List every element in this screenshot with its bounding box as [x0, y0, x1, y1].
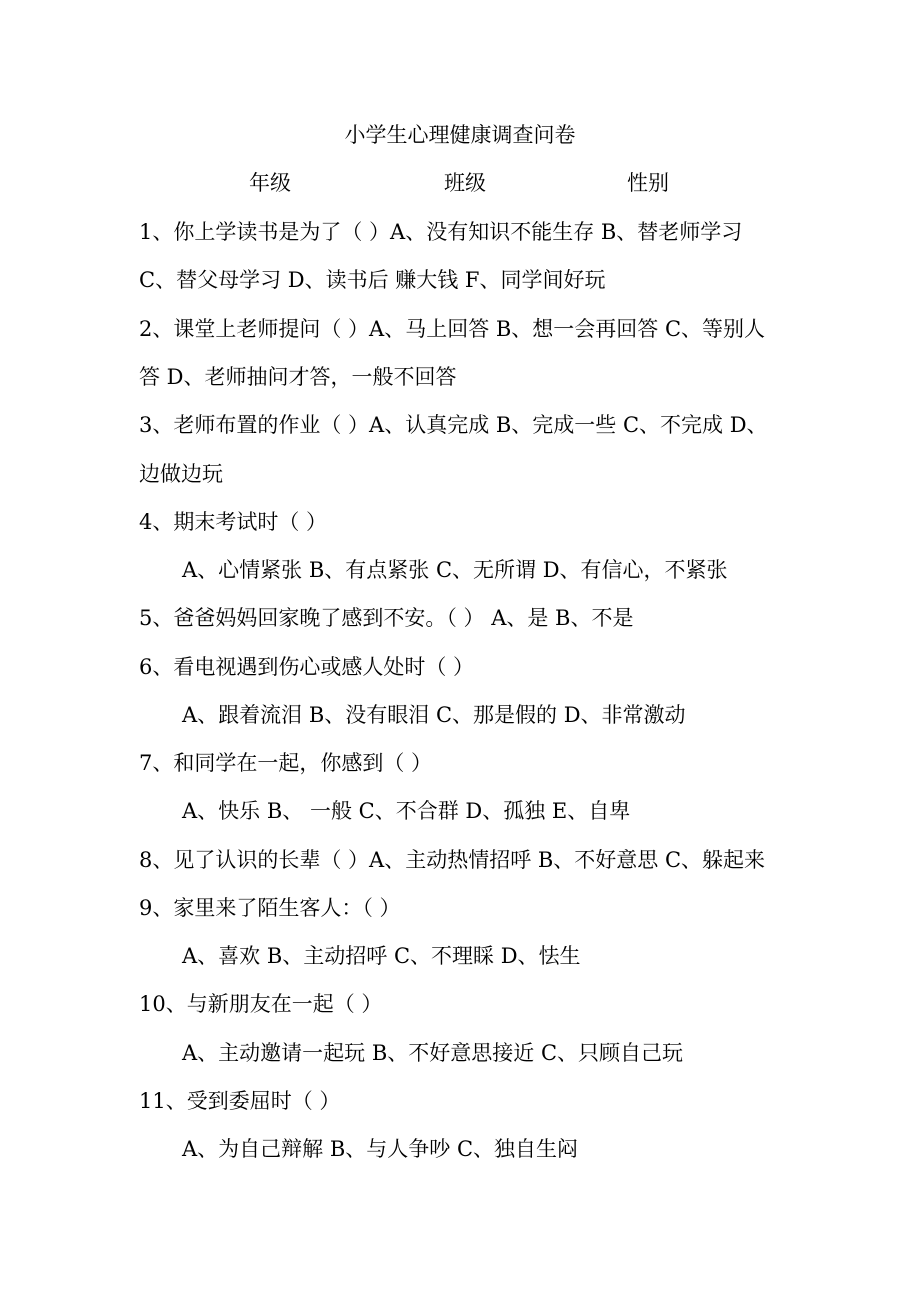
question-2-line-1: 2、课堂上老师提问（ ）A、马上回答 B、想一会再回答 C、等别人: [139, 317, 766, 341]
question-4: 4、期末考试时（ ）: [139, 510, 328, 534]
gender-label: 性别: [627, 171, 669, 195]
question-7: 7、和同学在一起，你感到（ ）: [139, 751, 433, 775]
question-4-options: A、心情紧张 B、有点紧张 C、无所谓 D、有信心，不紧张: [182, 558, 728, 582]
question-2-line-2: 答 D、老师抽问才答，一般不回答: [139, 365, 457, 389]
question-6-options: A、跟着流泪 B、没有眼泪 C、那是假的 D、非常激动: [182, 703, 686, 727]
question-1-line-2: C、替父母学习 D、读书后 赚大钱 F、同学间好玩: [139, 268, 606, 292]
question-3-line-2: 边做边玩: [139, 462, 223, 486]
question-5: 5、爸爸妈妈回家晚了感到不安。（ ） A、是 B、不是: [139, 606, 634, 630]
grade-label: 年级: [249, 171, 291, 195]
question-1-line-1: 1、你上学读书是为了（ ）A、没有知识不能生存 B、替老师学习: [139, 220, 743, 244]
question-9-options: A、喜欢 B、主动招呼 C、不理睬 D、怯生: [182, 944, 581, 968]
question-8: 8、见了认识的长辈（ ）A、主动热情招呼 B、不好意思 C、躲起来: [139, 848, 766, 872]
question-10-options: A、主动邀请一起玩 B、不好意思接近 C、只顾自己玩: [182, 1041, 684, 1065]
class-label: 班级: [444, 171, 486, 195]
question-9: 9、家里来了陌生客人：（ ）: [139, 896, 401, 920]
question-11-options: A、为自己辩解 B、与人争吵 C、独自生闷: [182, 1137, 579, 1161]
question-3-line-1: 3、老师布置的作业（ ）A、认真完成 B、完成一些 C、不完成 D、: [139, 413, 768, 437]
question-11: 11、受到委屈时（ ）: [139, 1089, 341, 1113]
question-10: 10、与新朋友在一起（ ）: [139, 992, 383, 1016]
document-title: 小学生心理健康调查问卷: [344, 123, 576, 147]
question-6: 6、看电视遇到伤心或感人处时（ ）: [139, 655, 475, 679]
question-7-options: A、快乐 B、 一般 C、不合群 D、孤独 E、自卑: [182, 799, 631, 823]
